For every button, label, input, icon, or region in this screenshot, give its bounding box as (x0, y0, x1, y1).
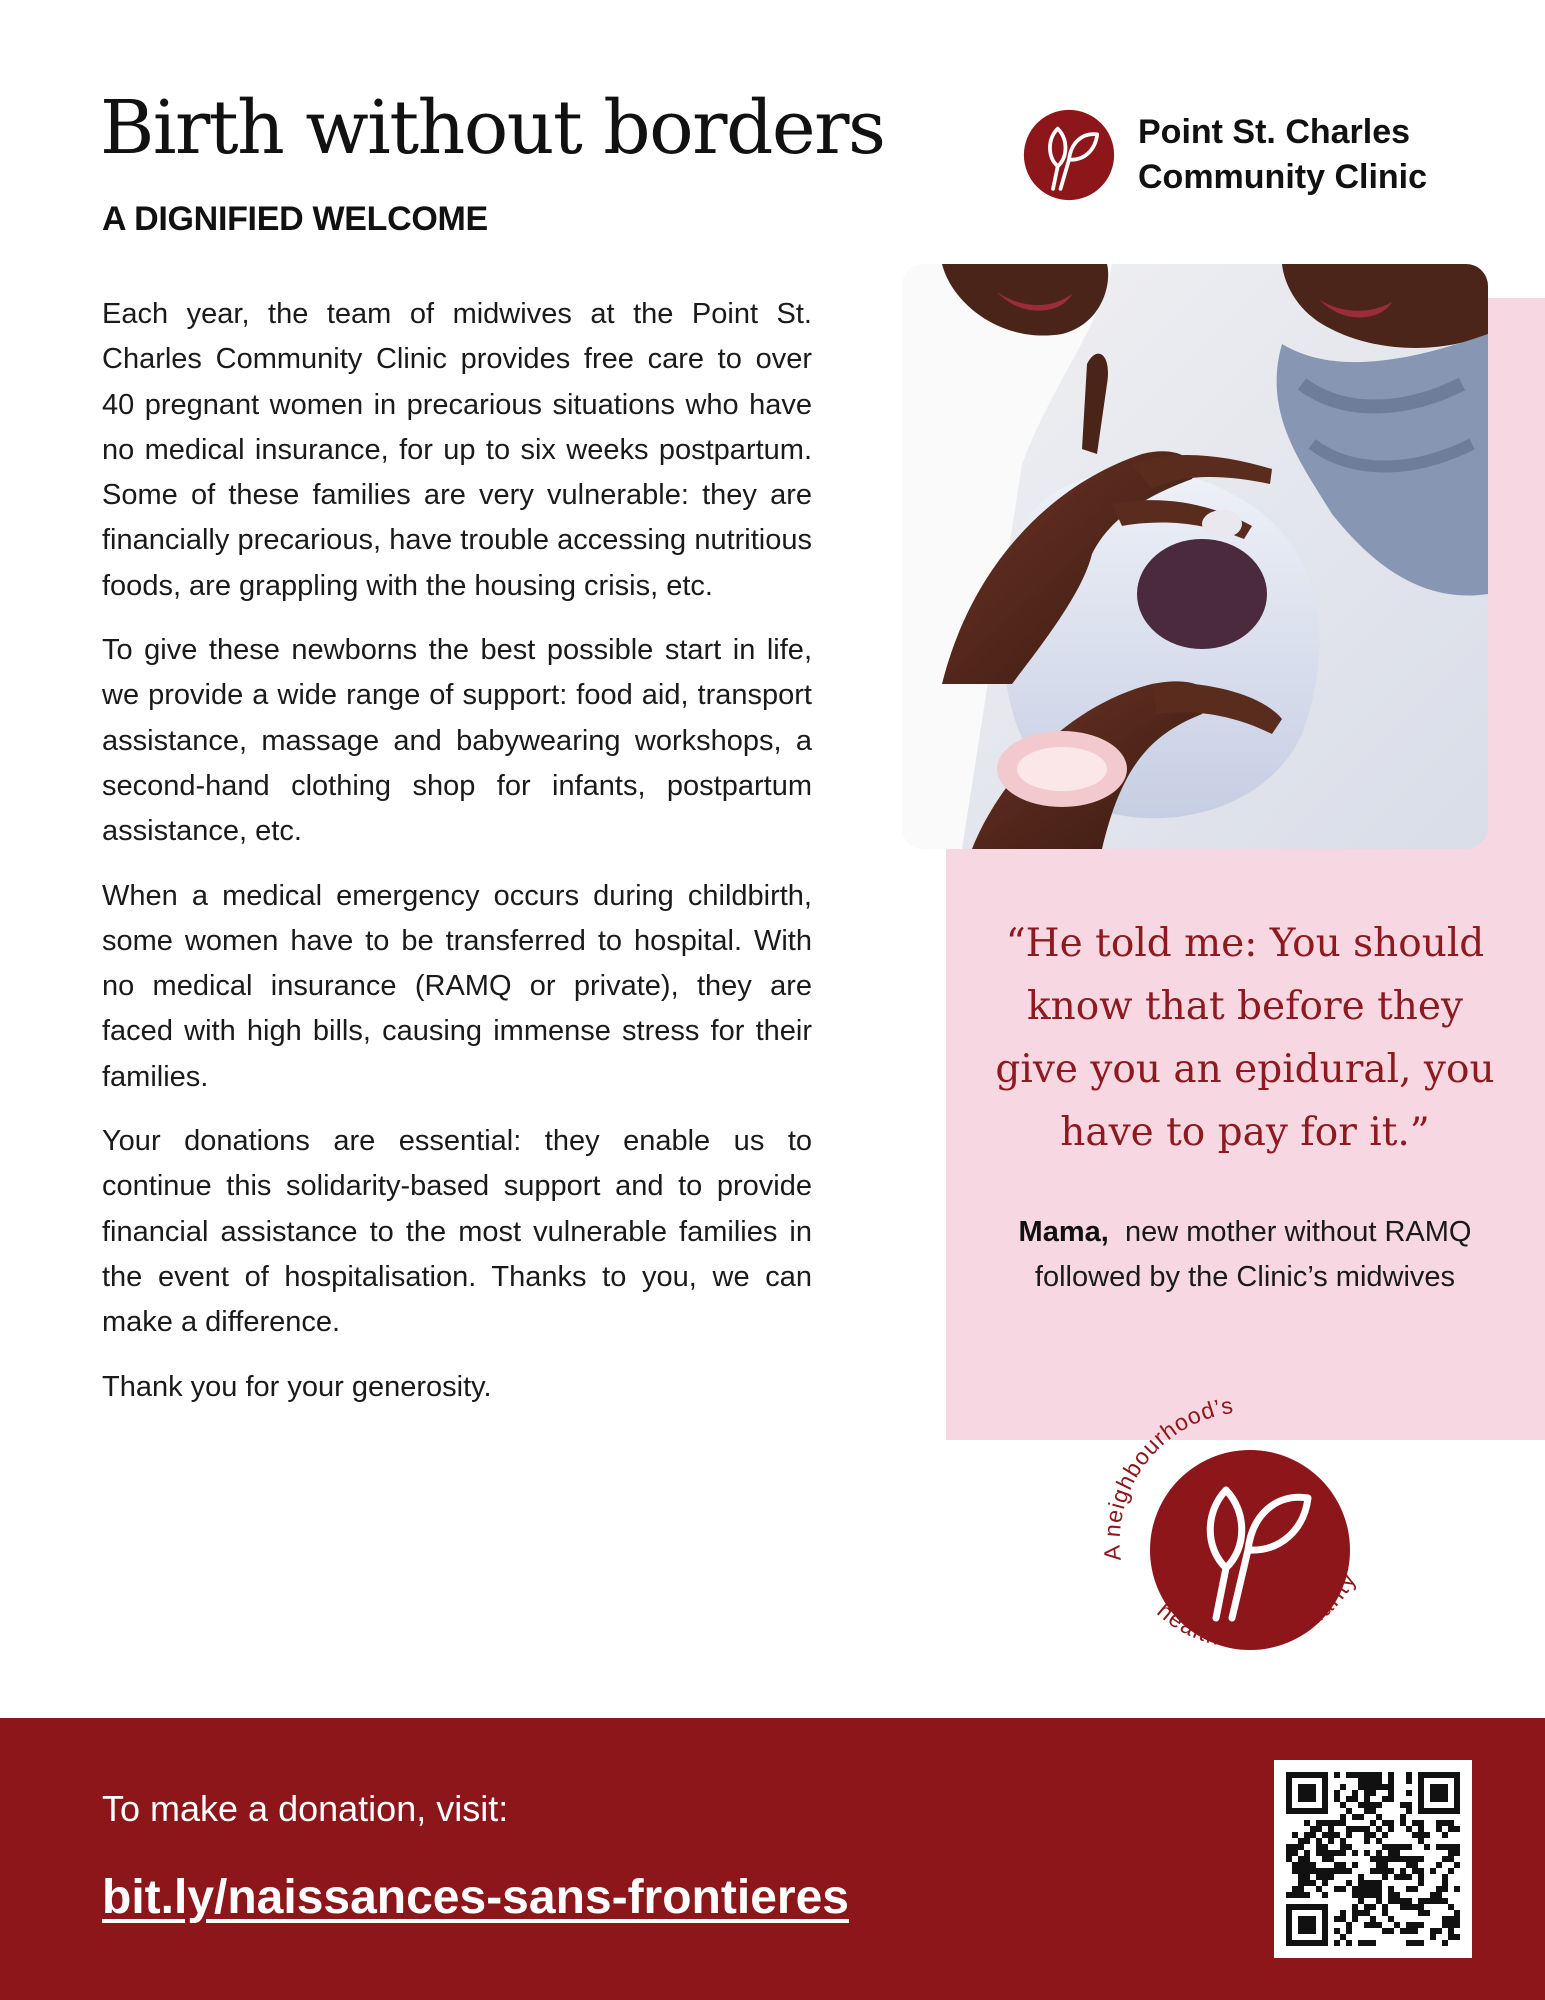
solidarity-seal (1090, 1380, 1410, 1700)
leaf-sprout-icon (1022, 108, 1116, 202)
mother-and-baby-photo (902, 264, 1488, 849)
donation-link[interactable]: bit.ly/naissances-sans-frontieres (102, 1871, 849, 1924)
testimonial-author-description: new mother without RAMQ followed by the Clinic’s midwives (1034, 1216, 1472, 1293)
paragraph-intro: Each year, the team of midwives at the Point St. Charles Community Clinic provides free care to over 40 pregnant women in precarious situations who have no medical insurance, for up to six weeks postpartum. Some of these families are very vulnerable: they are financially precarious, have trouble accessing nutritious foods, are grappling with the housing crisis, etc. (102, 298, 812, 602)
donation-footer (0, 1718, 1545, 2000)
body-text (102, 292, 812, 1429)
clinic-name (1138, 110, 1427, 200)
testimonial-attribution (980, 1210, 1510, 1300)
paragraph-support: To give these newborns the best possible start in life, we provide a wide range of support: food aid, transport assistance, massage and babywearing workshops, a second-hand clothing shop for infants, postpartum assistance, etc. (102, 634, 812, 848)
clinic-name-line1: Point St. Charles (1138, 113, 1411, 151)
seal-text-bottom: health and solidarity (1152, 1567, 1362, 1653)
testimonial-quote: “He told me: You should know that before they give you an epidural, you have to pay for it.” (995, 921, 1495, 1155)
qr-modules (1286, 1772, 1460, 1946)
clinic-name-line2: Community Clinic (1138, 158, 1428, 196)
paragraph-emergency: When a medical emergency occurs during childbirth, some women have to be transferred to hospital. With no medical insurance (RAMQ or private), they are faced with high bills, causing immense stress for their families. (102, 879, 812, 1093)
donation-prompt: To make a donation, visit: (102, 1788, 509, 1829)
page-title: Birth without borders (100, 85, 885, 171)
testimonial-author: Mama, (1018, 1216, 1109, 1248)
qr-code[interactable] (1274, 1760, 1472, 1958)
page-subtitle: A DIGNIFIED WELCOME (102, 200, 488, 238)
seal-text-top: A neighbourhood’s (1098, 1391, 1236, 1562)
paragraph-thanks: Thank you for your generosity. (102, 1370, 492, 1403)
clinic-logo (1022, 108, 1427, 202)
paragraph-donations: Your donations are essential: they enable us to continue this solidarity-based support and to provide financial assistance to the most vulnerable families in the event of hospitalisation. Thanks to you, we can make a difference. (102, 1125, 812, 1339)
